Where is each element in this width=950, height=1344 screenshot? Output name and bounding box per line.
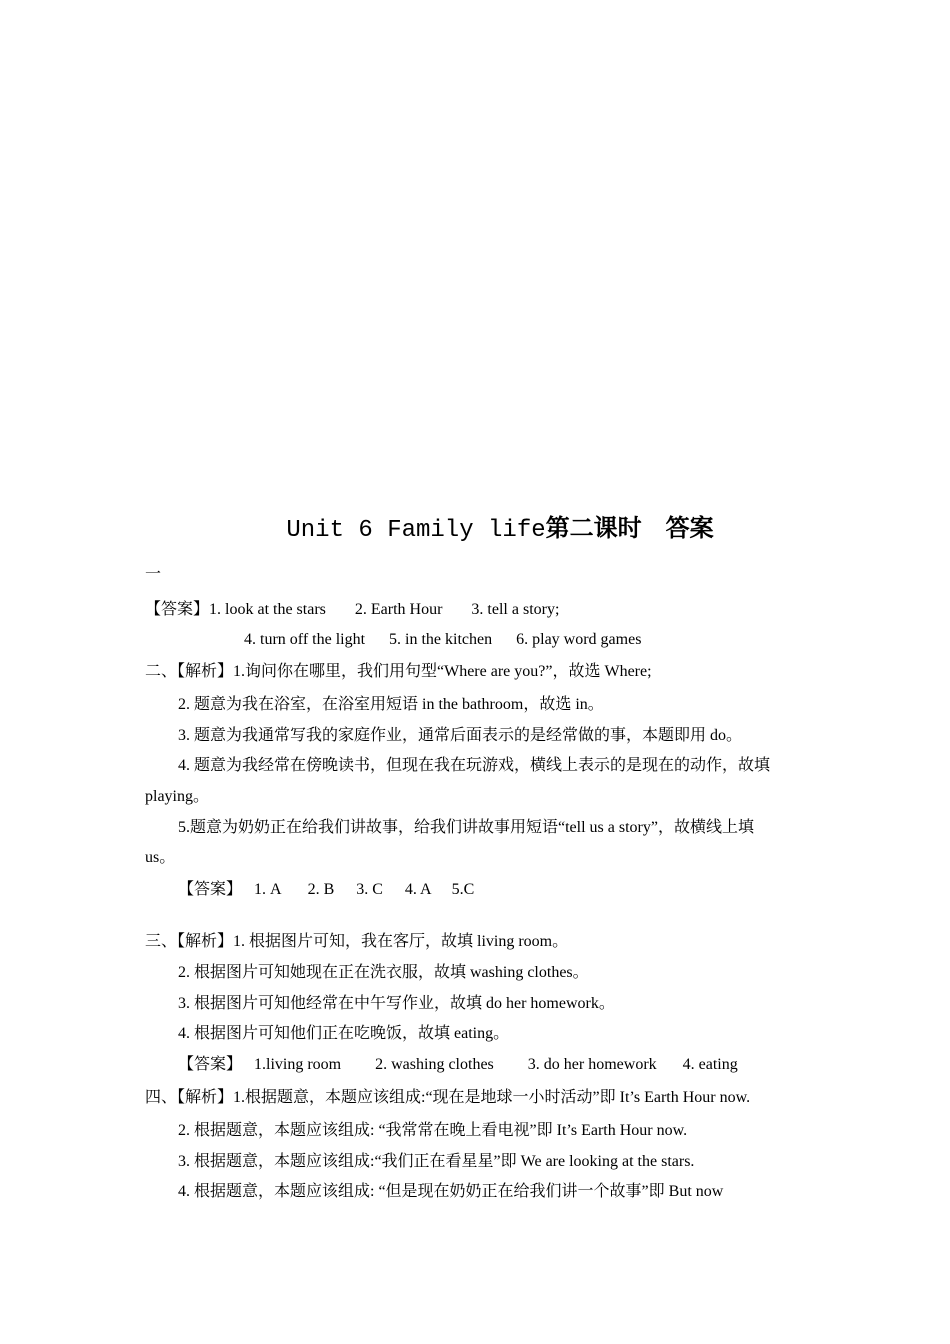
answer-item: 4. turn off the light bbox=[244, 631, 366, 648]
answer-item: 5. in the kitchen bbox=[389, 631, 493, 648]
answer-item: 1.living room bbox=[254, 1056, 342, 1073]
section-2-line-5b: us。 bbox=[145, 849, 176, 866]
answer-item: 4. eating bbox=[682, 1056, 738, 1073]
section-3-lead: 三、【解析】1. 根据图片可知，我在客厅，故填 living room。 bbox=[145, 933, 569, 950]
answer-item: 4. A bbox=[404, 881, 432, 898]
answer-item: 1. A bbox=[254, 881, 282, 898]
answer-item: 2. B bbox=[307, 881, 335, 898]
section-2-line-4a: 4. 题意为我经常在傍晚读书，但现在我在玩游戏，横线上表示的是现在的动作，故填 bbox=[178, 757, 771, 774]
section-1-marker: 一 bbox=[145, 566, 162, 583]
section-3-line-4: 4. 根据图片可知他们正在吃晚饭，故填 eating。 bbox=[178, 1025, 510, 1042]
section-3-line-3: 3. 根据图片可知他经常在中午写作业，故填 do her homework。 bbox=[178, 995, 615, 1012]
section-1-answer-row-2 bbox=[244, 630, 641, 650]
section-3-line-2: 2. 根据图片可知她现在正在洗衣服，故填 washing clothes。 bbox=[178, 964, 589, 981]
section-4-line-3: 3. 根据题意，本题应该组成:“我们正在看星星”即 We are looking at the stars. bbox=[178, 1153, 695, 1170]
title-latin: Unit 6 Family life bbox=[286, 517, 546, 544]
answer-item: 3. do her homework bbox=[527, 1056, 657, 1073]
answer-item: 3. C bbox=[356, 881, 383, 898]
section-2-line-3: 3. 题意为我通常写我的家庭作业，通常后面表示的是经常做的事，本题即用 do。 bbox=[178, 727, 743, 744]
section-4-line-4: 4. 根据题意，本题应该组成: “但是现在奶奶正在给我们讲一个故事”即 But now bbox=[178, 1183, 724, 1200]
answer-item: 5.C bbox=[451, 881, 475, 898]
answer-item: 1. look at the stars bbox=[209, 601, 326, 618]
section-4-lead: 四、【解析】1.根据题意，本题应该组成:“现在是地球一小时活动”即 It’s Earth Hour now. bbox=[145, 1089, 751, 1106]
section-2-lead: 二、【解析】1.询问你在哪里，我们用句型“Where are you?”，故选 Where; bbox=[145, 663, 652, 680]
answer-label: 【答案】 bbox=[178, 1056, 243, 1073]
answer-item: 2. washing clothes bbox=[375, 1056, 494, 1073]
section-2-line-4b: playing。 bbox=[145, 788, 209, 805]
title-answer: 答案 bbox=[665, 513, 714, 542]
answer-label: 【答案】 bbox=[178, 881, 243, 898]
answer-item: 6. play word games bbox=[516, 631, 642, 648]
section-1-answer-row-1 bbox=[145, 600, 559, 620]
section-4-line-2: 2. 根据题意，本题应该组成: “我常常在晚上看电视”即 It’s Earth Hour now. bbox=[178, 1122, 688, 1139]
answer-item: 2. Earth Hour bbox=[354, 601, 443, 618]
answer-label: 【答案】 bbox=[145, 601, 210, 618]
section-3-answers bbox=[178, 1055, 738, 1075]
page-title bbox=[0, 508, 950, 544]
section-2-answers bbox=[178, 880, 474, 900]
section-2-line-5a: 5.题意为奶奶正在给我们讲故事，给我们讲故事用短语“tell us a story”，故横线上填 bbox=[178, 819, 754, 836]
title-lesson: 第二课时 bbox=[545, 513, 642, 542]
answer-item: 3. tell a story; bbox=[471, 601, 560, 618]
section-2-line-2: 2. 题意为我在浴室，在浴室用短语 in the bathroom，故选 in。 bbox=[178, 696, 604, 713]
